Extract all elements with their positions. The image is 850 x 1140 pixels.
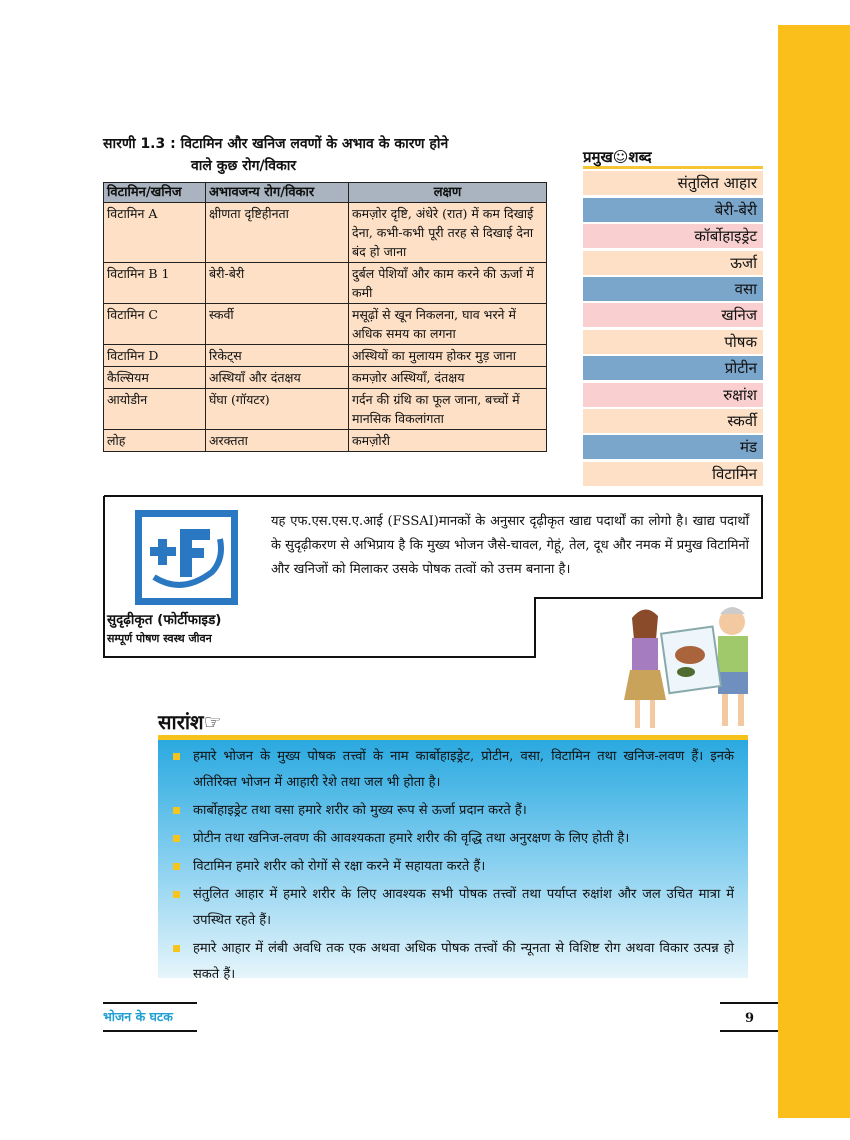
keyword-item: संतुलित आहार xyxy=(583,171,763,195)
chapter-name: भोजन के घटक xyxy=(103,1009,173,1024)
page-rule-top xyxy=(720,1002,778,1004)
plus-f-icon xyxy=(142,517,231,598)
fortified-logo xyxy=(135,510,238,605)
key-words-title: प्रमुख☺शब्द xyxy=(583,147,763,169)
table-caption-line1: विटामिन और खनिज लवणों के अभाव के कारण होने xyxy=(180,136,449,152)
key-words-panel xyxy=(583,147,763,486)
symptoms-cell: अस्थियों का मुलायम होकर मुड़ जाना xyxy=(349,345,547,367)
keyword-item: ऊर्जा xyxy=(583,251,763,275)
bullet-icon xyxy=(173,891,180,898)
symptoms-cell: कमज़ोर अस्थियाँ, दंतक्षय xyxy=(349,367,547,389)
nutrient-cell: विटामिन D xyxy=(104,345,206,367)
disease-cell: घेंघा (गॉयटर) xyxy=(206,389,349,430)
summary-item xyxy=(168,826,734,852)
summary-item xyxy=(168,798,734,824)
summary-item-text: हमारे आहार में लंबी अवधि तक एक अथवा अधिक पोषक तत्त्वों की न्यूनता से विशिष्ट रोग अथवा विकार उत्पन्न हो सकते हैं। xyxy=(193,941,734,982)
children-illustration xyxy=(610,600,760,735)
logo-caption: सुदृढ़ीकृत (फोर्टीफाइड) xyxy=(107,612,222,628)
disease-cell: अरक्तता xyxy=(206,430,349,452)
footer-rule-top xyxy=(103,1002,197,1004)
keyword-item: प्रोटीन xyxy=(583,356,763,380)
nutrient-cell: विटामिन A xyxy=(104,203,206,263)
page-rule-bottom xyxy=(720,1030,778,1032)
bullet-icon xyxy=(173,807,180,814)
summary-item-text: विटामिन हमारे शरीर को रोगों से रक्षा करने में सहायता करते हैं। xyxy=(193,859,486,874)
nutrient-cell: विटामिन B 1 xyxy=(104,263,206,304)
pointing-hand-icon: ☞ xyxy=(203,710,222,734)
keyword-item: खनिज xyxy=(583,303,763,327)
header-disease: अभावजन्य रोग/विकार xyxy=(206,183,349,203)
summary-item-text: कार्बोहाइड्रेट तथा वसा हमारे शरीर को मुख्य रूप से ऊर्जा प्रदान करते हैं। xyxy=(193,803,527,818)
table-row xyxy=(104,263,547,304)
header-vitamin-mineral: विटामिन/खनिज xyxy=(104,183,206,203)
bullet-icon xyxy=(173,835,180,842)
nutrient-cell: लोह xyxy=(104,430,206,452)
symptoms-cell: कमज़ोरी xyxy=(349,430,547,452)
bullet-icon xyxy=(173,945,180,952)
table-row xyxy=(104,430,547,452)
summary-box xyxy=(158,735,748,982)
summary-item-text: प्रोटीन तथा खनिज-लवण की आवश्यकता हमारे शरीर की वृद्धि तथा अनुरक्षण के लिए होती है। xyxy=(193,831,630,846)
keyword-item: कॉर्बोहाइड्रेट xyxy=(583,224,763,248)
deficiency-table xyxy=(103,182,547,452)
table-row xyxy=(104,389,547,430)
disease-cell: बेरी-बेरी xyxy=(206,263,349,304)
disease-cell: अस्थियाँ और दंतक्षय xyxy=(206,367,349,389)
symptoms-cell: दुर्बल पेशियाँ और काम करने की ऊर्जा में कमी xyxy=(349,263,547,304)
summary-item xyxy=(168,744,734,796)
table-caption xyxy=(103,133,551,177)
table-row xyxy=(104,203,547,263)
bullet-icon xyxy=(173,863,180,870)
header-symptoms: लक्षण xyxy=(349,183,547,203)
footer-rule-bottom xyxy=(103,1030,197,1032)
keyword-item: स्कर्वी xyxy=(583,409,763,433)
table-row xyxy=(104,367,547,389)
nutrient-cell: आयोडीन xyxy=(104,389,206,430)
fortified-description: यह एफ.एस.एस.ए.आई (FSSAI)मानकों के अनुसार दृढ़ीकृत खाद्य पदार्थों का लोगो है। खाद्य पदार्थों के सुदृढ़ीकरण से अभिप्राय है कि मुख्य भोजन जैसे-चावल, गेहूं, तेल, दूध और नमक में प्रमुख विटामिनों और खनिजों को मिलाकर उसके पोषक तत्वों को उत्तम बनाना है। xyxy=(271,514,749,577)
keyword-item: वसा xyxy=(583,277,763,301)
summary-title xyxy=(158,708,222,735)
keyword-item: बेरी-बेरी xyxy=(583,198,763,222)
disease-cell: रिकेट्स xyxy=(206,345,349,367)
nutrient-cell: कैल्सियम xyxy=(104,367,206,389)
keyword-item: विटामिन xyxy=(583,462,763,486)
disease-cell: क्षीणता दृष्टिहीनता xyxy=(206,203,349,263)
table-row xyxy=(104,304,547,345)
page-edge-color-strip xyxy=(778,25,850,1118)
disease-cell: स्कर्वी xyxy=(206,304,349,345)
summary-item xyxy=(168,936,734,988)
summary-item-text: हमारे भोजन के मुख्य पोषक तत्त्वों के नाम कार्बोहाइड्रेट, प्रोटीन, वसा, विटामिन तथा खनिज-लवण हैं। इनके अतिरिक्त भोजन में आहारी रेशे तथा जल भी होता है। xyxy=(193,749,734,790)
page-number: 9 xyxy=(745,1011,755,1026)
summary-item-text: संतुलित आहार में हमारे शरीर के लिए आवश्यक सभी पोषक तत्त्वों तथा पर्याप्त रुक्षांश और जल उचित मात्रा में उपस्थित रहते हैं। xyxy=(193,887,734,928)
keyword-item: मंड xyxy=(583,435,763,459)
logo-tagline: सम्पूर्ण पोषण स्वस्थ जीवन xyxy=(107,632,212,645)
summary-item xyxy=(168,882,734,934)
keyword-item: पोषक xyxy=(583,330,763,354)
symptoms-cell: मसूढ़ों से खून निकलना, घाव भरने में अधिक समय का लगना xyxy=(349,304,547,345)
summary-title-text: सारांश xyxy=(158,710,204,734)
table-caption-line2: वाले कुछ रोग/विकार xyxy=(191,158,297,174)
table-row xyxy=(104,345,547,367)
summary-item xyxy=(168,854,734,880)
nutrient-cell: विटामिन C xyxy=(104,304,206,345)
symptoms-cell: कमज़ोर दृष्टि, अंधेरे (रात) में कम दिखाई देना, कभी-कभी पूरी तरह से दिखाई देना बंद हो जाना xyxy=(349,203,547,263)
bullet-icon xyxy=(173,753,180,760)
table-number: सारणी 1.3 : xyxy=(103,136,176,152)
keyword-item: रुक्षांश xyxy=(583,383,763,407)
table-header-row xyxy=(104,183,547,203)
symptoms-cell: गर्दन की ग्रंथि का फूल जाना, बच्चों में मानसिक विकलांगता xyxy=(349,389,547,430)
